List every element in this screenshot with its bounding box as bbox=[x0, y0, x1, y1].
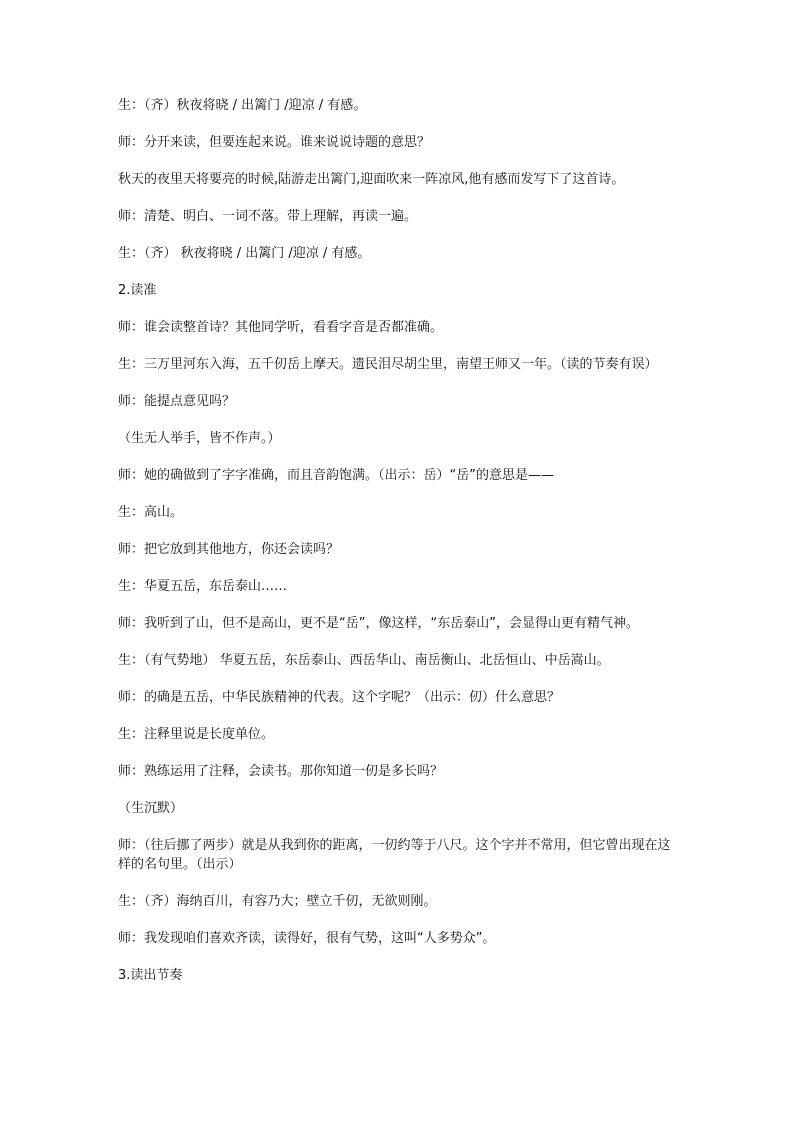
paragraph-19: 师：熟练运用了注释，会读书。那你知道一仞是多长吗？ bbox=[118, 764, 444, 779]
paragraph-10: （生无人举手，皆不作声。） bbox=[118, 431, 281, 446]
paragraph-1: 生：（齐）秋夜将晓 / 出篱门 /迎凉 / 有感。 bbox=[118, 98, 367, 113]
paragraph-22: 生：（齐）海纳百川，有容乃大；壁立千仞，无欲则刚。 bbox=[118, 894, 437, 909]
paragraph-7: 师：谁会读整首诗？其他同学听，看看字音是否都准确。 bbox=[118, 320, 444, 335]
paragraph-9: 师：能提点意见吗？ bbox=[118, 394, 236, 409]
section-heading-3: 3.读出节奏 bbox=[118, 968, 183, 983]
paragraph-2: 师：分开来读，但要连起来说。谁来说说诗题的意思？ bbox=[118, 135, 431, 150]
paragraph-12: 生：高山。 bbox=[118, 505, 184, 520]
paragraph-3: 秋天的夜里天将要亮的时候,陆游走出篱门,迎面吹来一阵凉风,他有感而发写下了这首诗。 bbox=[118, 172, 625, 187]
paragraph-13: 师：把它放到其他地方，你还会读吗？ bbox=[118, 542, 340, 557]
paragraph-18: 生：注释里说是长度单位。 bbox=[118, 727, 275, 742]
section-heading-2: 2.读准 bbox=[118, 283, 157, 298]
paragraph-17: 师：的确是五岳，中华民族精神的代表。这个字呢？（出示：仞）什么意思？ bbox=[118, 690, 561, 705]
paragraph-15: 师：我听到了山，但不是高山，更不是“岳”，像这样，“东岳泰山”，会显得山更有精气神。 bbox=[118, 616, 639, 631]
paragraph-23: 师：我发现咱们喜欢齐读，读得好，很有气势，这叫“人多势众”。 bbox=[118, 931, 496, 946]
paragraph-20: （生沉默） bbox=[118, 801, 184, 816]
paragraph-4: 师：清楚、明白、一词不落。带上理解，再读一遍。 bbox=[118, 209, 418, 224]
document-body bbox=[118, 96, 678, 1003]
paragraph-5: 生：（齐） 秋夜将晓 / 出篱门 /迎凉 / 有感。 bbox=[118, 246, 371, 261]
paragraph-14: 生：华夏五岳，东岳泰山…… bbox=[118, 579, 288, 594]
paragraph-21: 师：（往后挪了两步）就是从我到你的距离，一仞约等于八尺。这个字并不常用，但它曾出现在这样的名句里。（出示） bbox=[118, 838, 671, 872]
paragraph-16: 生：（有气势地） 华夏五岳，东岳泰山、西岳华山、南岳衡山、北岳恒山、中岳嵩山。 bbox=[118, 653, 610, 668]
paragraph-8: 生：三万里河东入海，五千仞岳上摩天。遗民泪尽胡尘里，南望王师又一年。（读的节奏有误） bbox=[118, 357, 658, 372]
paragraph-11: 师：她的确做到了字字准确，而且音韵饱满。（出示：岳）“岳”的意思是—— bbox=[118, 468, 554, 483]
